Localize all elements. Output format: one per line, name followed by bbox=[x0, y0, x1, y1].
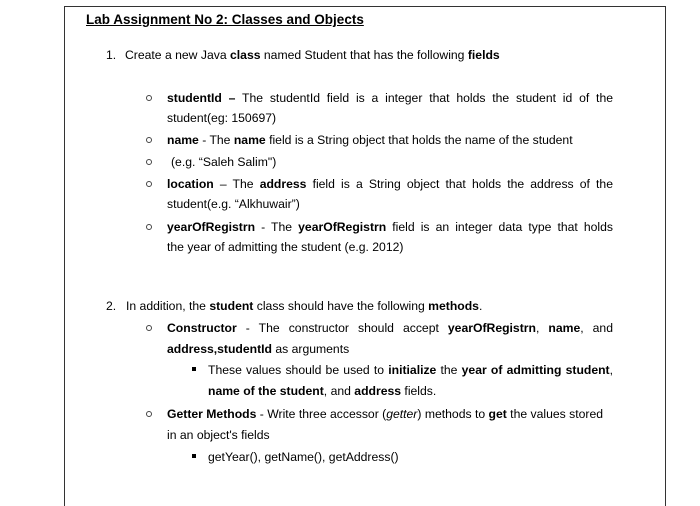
getters-line2: in an object's fields bbox=[167, 428, 270, 442]
constructor-line2: address,studentId as arguments bbox=[167, 342, 350, 356]
page-title: Lab Assignment No 2: Classes and Objects bbox=[86, 12, 364, 27]
constructor-line1: Constructor - The constructor should accept yearOfRegistrn, name, and bbox=[167, 321, 613, 335]
bullet-circle-icon bbox=[146, 181, 152, 187]
bullet-square-icon bbox=[192, 367, 196, 371]
bullet-circle-icon bbox=[146, 137, 152, 143]
field-location-line2: student(e.g. “Alkhuwair”) bbox=[167, 197, 300, 211]
bullet-circle-icon bbox=[146, 325, 152, 331]
field-year-line1: yearOfRegistrn - The yearOfRegistrn field is an integer data type that holds bbox=[167, 220, 613, 234]
field-studentid-line2: student(eg: 150697) bbox=[167, 111, 277, 125]
q1-text: Create a new Java class named Student that has the following fields bbox=[125, 48, 500, 62]
bullet-square-icon bbox=[192, 454, 196, 458]
bullet-circle-icon bbox=[146, 159, 152, 165]
bullet-circle-icon bbox=[146, 411, 152, 417]
bullet-circle-icon bbox=[146, 95, 152, 101]
getters-line1: Getter Methods - Write three accessor (getter) methods to get the values stored bbox=[167, 407, 603, 421]
field-year-line2: the year of admitting the student (e.g. 2012) bbox=[167, 240, 404, 254]
q2-text: In addition, the student class should have the following methods. bbox=[126, 299, 483, 313]
field-studentid-line1: studentId – The studentId field is a integer that holds the student id of the bbox=[167, 91, 613, 105]
field-location-line1: location – The address field is a String object that holds the address of the bbox=[167, 177, 613, 191]
field-name-line1: name - The name field is a String object that holds the name of the student bbox=[167, 133, 573, 147]
constructor-sub-line2: name of the student, and address fields. bbox=[208, 384, 437, 398]
document-frame bbox=[64, 6, 666, 506]
field-name-line2: (e.g. “Saleh Salim") bbox=[171, 155, 277, 169]
q2-number: 2. bbox=[106, 299, 117, 313]
bullet-circle-icon bbox=[146, 224, 152, 230]
constructor-sub-line1: These values should be used to initialize the year of admitting student, bbox=[208, 363, 614, 377]
q1-number: 1. bbox=[106, 48, 117, 62]
getters-sub: getYear(), getName(), getAddress() bbox=[208, 450, 399, 464]
